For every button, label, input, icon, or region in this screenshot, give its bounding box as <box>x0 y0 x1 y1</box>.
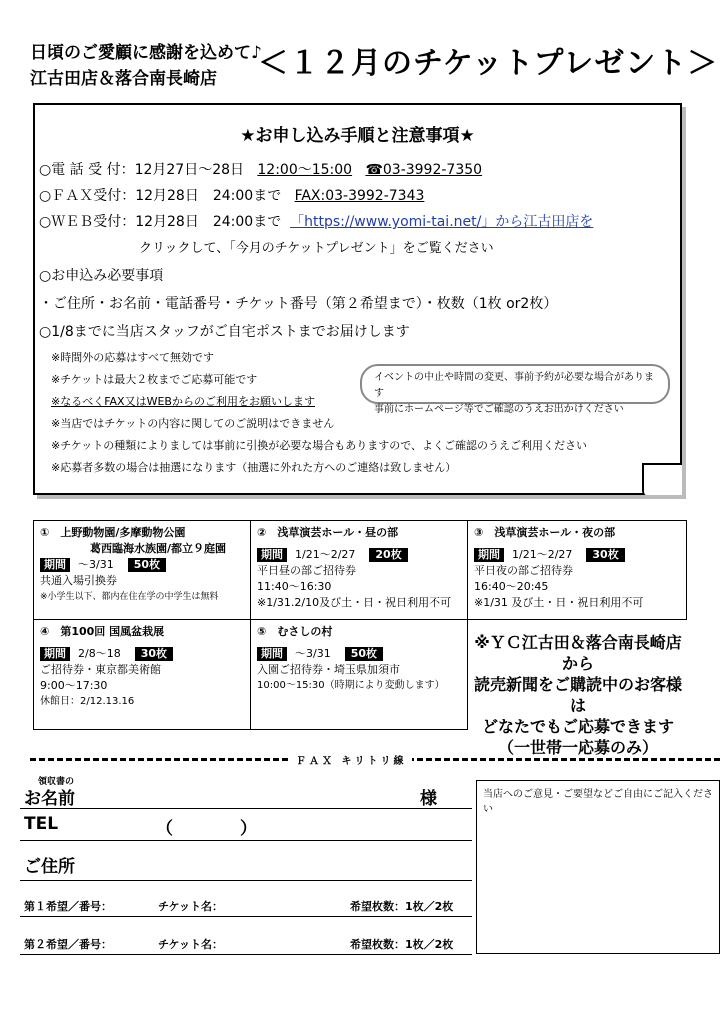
eligibility-line: （一世帯一応募のみ） <box>497 738 658 757</box>
store-names: 江古田店＆落合南長崎店 <box>30 69 217 89</box>
ticket-count: 20枚 <box>369 548 407 562</box>
ticket-desc: 共通入場引換券 <box>40 574 117 587</box>
pill-line: イベントの中止や時間の変更、事前予約が必要な場合があります <box>374 372 654 399</box>
ticket-desc: 平日夜の部ご招待券 <box>474 564 573 577</box>
web-label: ○ＷＥＢ受付：12月28日 24:00まで <box>39 214 282 230</box>
ticket-count: 30枚 <box>135 647 173 661</box>
eligibility-line: 読売新聞をご購読中のお客様は <box>473 675 682 715</box>
required-items: ・ご住所・お名前・電話番号・チケット番号（第２希望まで）・枚数（1枚 or2枚） <box>39 296 558 312</box>
notice-title: ★お申し込み手順と注意事項★ <box>240 126 475 146</box>
ticket-desc: 平日昼の部ご招待券 <box>257 564 356 577</box>
delivery-note: ○1/8までに当店スタッフがご自宅ポストまでお届けします <box>39 324 410 340</box>
memo-label: 当店へのご意見・ご要望などご自由にご記入ください <box>483 789 713 815</box>
required-title: ○お申込み必要事項 <box>39 268 164 284</box>
period-badge: 期間 <box>257 548 287 562</box>
choice1-label: 第１希望／番号： <box>24 900 112 913</box>
phone-time: 12:00～15:00 <box>257 162 353 178</box>
web-url-link[interactable]: 「https://www.yomi-tai.net/」から江古田店を <box>290 214 594 230</box>
ticket-1 <box>33 520 251 620</box>
period-badge: 期間 <box>40 647 70 661</box>
web-instruction: クリックして、「今月のチケットプレゼント」をご覧ください <box>139 241 494 256</box>
phone-row <box>39 159 482 179</box>
page-title: ＜１２月のチケットプレゼント＞ <box>258 46 719 81</box>
receipt-label: 領収書の <box>38 777 75 787</box>
ticket-time: 10:00～15:30（時期により変動します） <box>257 680 445 691</box>
ticket-note: ※1/31 及び土・日・祝日利用不可 <box>474 596 644 609</box>
note-out-of-hours: ※時間外の応募はすべて無効です <box>51 351 214 364</box>
notice-box <box>33 103 682 495</box>
ticket-name-label: チケット名： <box>158 938 224 951</box>
name-field[interactable] <box>20 808 472 809</box>
ticket-title: ⑤ むさしの村 <box>257 625 333 638</box>
ticket-2 <box>250 520 468 620</box>
period-badge: 期間 <box>474 548 504 562</box>
tel-field[interactable] <box>20 840 472 841</box>
ticket-note: ※1/31.2/10及び土・日・祝日利用不可 <box>257 596 452 609</box>
note-exchange: ※チケットの種類によりましては事前に引換が必要な場合もありますので、よくご確認のうえご利用ください <box>51 439 588 452</box>
ticket-4 <box>33 619 251 730</box>
web-row <box>39 211 593 231</box>
page-curl <box>642 463 682 495</box>
ticket-count: 50枚 <box>345 647 383 661</box>
header-greeting <box>30 40 262 92</box>
ticket-title: ② 浅草演芸ホール・昼の部 <box>257 526 399 539</box>
ticket-count: 30枚 <box>586 548 624 562</box>
ticket-title-2: 葛西臨海水族園/都立９庭園 <box>90 542 227 555</box>
tel-paren-close: ） <box>240 819 257 839</box>
ticket-3 <box>467 520 687 620</box>
ticket-title: ④ 第100回 国風盆栽展 <box>40 625 165 638</box>
choice1-field[interactable] <box>20 916 472 917</box>
ticket-note: 休館日：2/12.13.16 <box>40 696 135 707</box>
choice2-field[interactable] <box>20 954 472 955</box>
fax-number[interactable]: FAX:03-3992-7343 <box>294 188 425 204</box>
eligibility-line: ※ＹＣ江古田＆落合南長崎店から <box>474 633 682 673</box>
name-label: お名前 <box>24 789 75 809</box>
ticket-time: 11:40～16:30 <box>257 580 332 593</box>
ticket-time: 16:40～20:45 <box>474 580 549 593</box>
address-field[interactable] <box>20 880 472 881</box>
fax-row <box>39 185 424 205</box>
cut-label: ＦＡＸ キリトリ線 <box>290 752 412 767</box>
ticket-name-label: チケット名： <box>158 900 224 913</box>
ticket-title: ① 上野動物園/多摩動物公園 <box>40 526 186 539</box>
period-badge: 期間 <box>257 647 287 661</box>
period: 1/21～2/27 <box>512 548 573 561</box>
qty-label: 希望枚数：1枚／2枚 <box>350 900 454 913</box>
phone-label: ○電 話 受 付：12月27日～28日 <box>39 162 245 178</box>
note-max-tickets: ※チケットは最大２枚までご応募可能です <box>51 373 258 386</box>
address-label: ご住所 <box>24 857 75 877</box>
note-lottery: ※応募者多数の場合は抽選になります（抽選に外れた方へのご連絡は致しません） <box>51 461 457 474</box>
ticket-desc: 入園ご招待券・埼玉県加須市 <box>257 663 400 676</box>
ticket-note: ※小学生以下、都内在住在学の中学生は無料 <box>40 592 219 602</box>
ticket-5 <box>250 619 468 730</box>
ticket-time: 9:00～17:30 <box>40 679 108 692</box>
choice2-label: 第２希望／番号： <box>24 938 112 951</box>
note-no-explanation: ※当店ではチケットの内容に関してのご説明はできません <box>51 417 335 430</box>
eligibility-note <box>470 632 686 758</box>
period: 2/8～18 <box>78 647 121 660</box>
greeting-line: 日頃のご愛顧に感謝を込めて♪ <box>30 43 262 63</box>
pill-line: 事前にホームページ等でご確認のうえお出かけください <box>374 404 624 415</box>
eligibility-line: どなたでもご応募できます <box>481 717 674 736</box>
ticket-desc: ご招待券・東京都美術館 <box>40 663 161 676</box>
event-warning-pill <box>360 364 670 415</box>
ticket-title: ③ 浅草演芸ホール・夜の部 <box>474 526 616 539</box>
period: ～3/31 <box>295 647 331 660</box>
period: 1/21～2/27 <box>295 548 356 561</box>
ticket-count: 50枚 <box>128 558 166 572</box>
memo-box[interactable] <box>476 780 720 954</box>
phone-number[interactable]: ☎03-3992-7350 <box>365 162 483 178</box>
qty-label: 希望枚数：1枚／2枚 <box>350 938 454 951</box>
tel-paren-open: （ <box>156 819 173 839</box>
period: ～3/31 <box>78 558 114 571</box>
tel-label: TEL <box>24 814 59 834</box>
sama-label: 様 <box>420 789 437 809</box>
period-badge: 期間 <box>40 558 70 572</box>
note-fax-web: ※なるべくFAX又はWEBからのご利用をお願いします <box>51 395 315 408</box>
fax-label: ○ＦＡＸ受付：12月28日 24:00まで <box>39 188 282 204</box>
